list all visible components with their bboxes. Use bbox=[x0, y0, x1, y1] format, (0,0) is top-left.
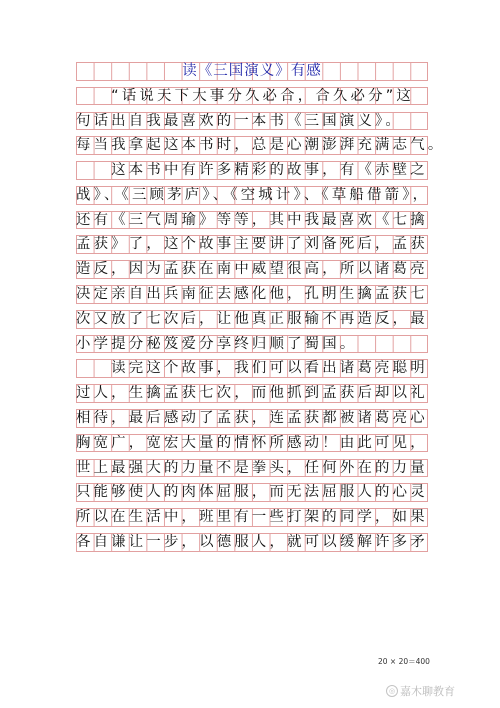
text-row bbox=[76, 211, 428, 230]
text-row bbox=[76, 409, 428, 428]
text-line: 还有《三气周瑜》等等，其中我最喜欢《七擒 bbox=[76, 211, 428, 228]
text-row bbox=[76, 533, 428, 552]
text-row bbox=[76, 235, 428, 254]
grid-count-label: 20 × 20＝400 bbox=[378, 657, 430, 666]
watermark bbox=[386, 683, 455, 699]
watermark-logo-icon: ◎ bbox=[386, 685, 398, 697]
text-row bbox=[76, 186, 431, 205]
text-line: 读完这个故事，我们可以看出诸葛亮聪明 bbox=[76, 360, 428, 377]
text-row bbox=[76, 508, 428, 527]
text-line: 战》、《三顾茅庐》、《空城计》、《草船借箭》， bbox=[76, 186, 431, 203]
text-line: 世上最强大的力量不是拳头，任何外在的力量 bbox=[76, 459, 428, 476]
text-row bbox=[76, 136, 446, 155]
text-row bbox=[76, 335, 428, 354]
text-line: “话说天下大事分久必合，合久必分”这 bbox=[76, 87, 414, 104]
text-line: 小学提分秘笈爱分享终归顺了蜀国。 bbox=[76, 335, 358, 352]
text-row bbox=[76, 112, 428, 131]
text-line: 次又放了七次后，让他真正服输不再造反，最 bbox=[76, 310, 428, 327]
text-line: 各自谦让一步，以德服人，就可以缓解许多矛 bbox=[76, 533, 428, 550]
text-row bbox=[76, 359, 428, 378]
text-line: 相待，最后感动了孟获，连孟获都被诸葛亮心 bbox=[76, 409, 428, 426]
text-row bbox=[76, 87, 428, 106]
text-row bbox=[76, 483, 428, 502]
text-line: 这本书中有许多精彩的故事，有《赤壁之 bbox=[76, 162, 428, 179]
text-line: 孟获》了，这个故事主要讲了刘备死后，孟获 bbox=[76, 236, 428, 253]
title-row bbox=[76, 62, 428, 81]
essay-title: 读《三国演义》有感 bbox=[182, 63, 322, 79]
text-line: 只能够使人的肉体屈服，而无法屈服人的心灵 bbox=[76, 484, 428, 501]
text-line: 过人，生擒孟获七次，而他抓到孟获后却以礼 bbox=[76, 385, 428, 402]
text-line: 句话出自我最喜欢的一本书《三国演义》。 bbox=[76, 112, 404, 129]
text-line: 每当我拿起这本书时，总是心潮澎湃充满志气。 bbox=[76, 137, 446, 154]
text-row bbox=[76, 459, 428, 478]
text-row bbox=[76, 260, 428, 279]
text-line: 胸宽广，宽宏大量的情怀所感动！由此可见， bbox=[76, 434, 428, 451]
watermark-text: 嘉木聊教育 bbox=[400, 685, 455, 698]
text-line: 所以在生活中，班里有一些打架的同学，如果 bbox=[76, 509, 428, 526]
text-row bbox=[76, 310, 428, 329]
text-line: 决定亲自出兵南征去感化他，孔明生擒孟获七 bbox=[76, 286, 428, 303]
text-row bbox=[76, 434, 428, 453]
text-row bbox=[76, 384, 428, 403]
text-line: 造反，因为孟获在南中威望很高，所以诸葛亮 bbox=[76, 261, 428, 278]
composition-sheet bbox=[76, 62, 446, 558]
text-row bbox=[76, 161, 428, 180]
text-row bbox=[76, 285, 428, 304]
